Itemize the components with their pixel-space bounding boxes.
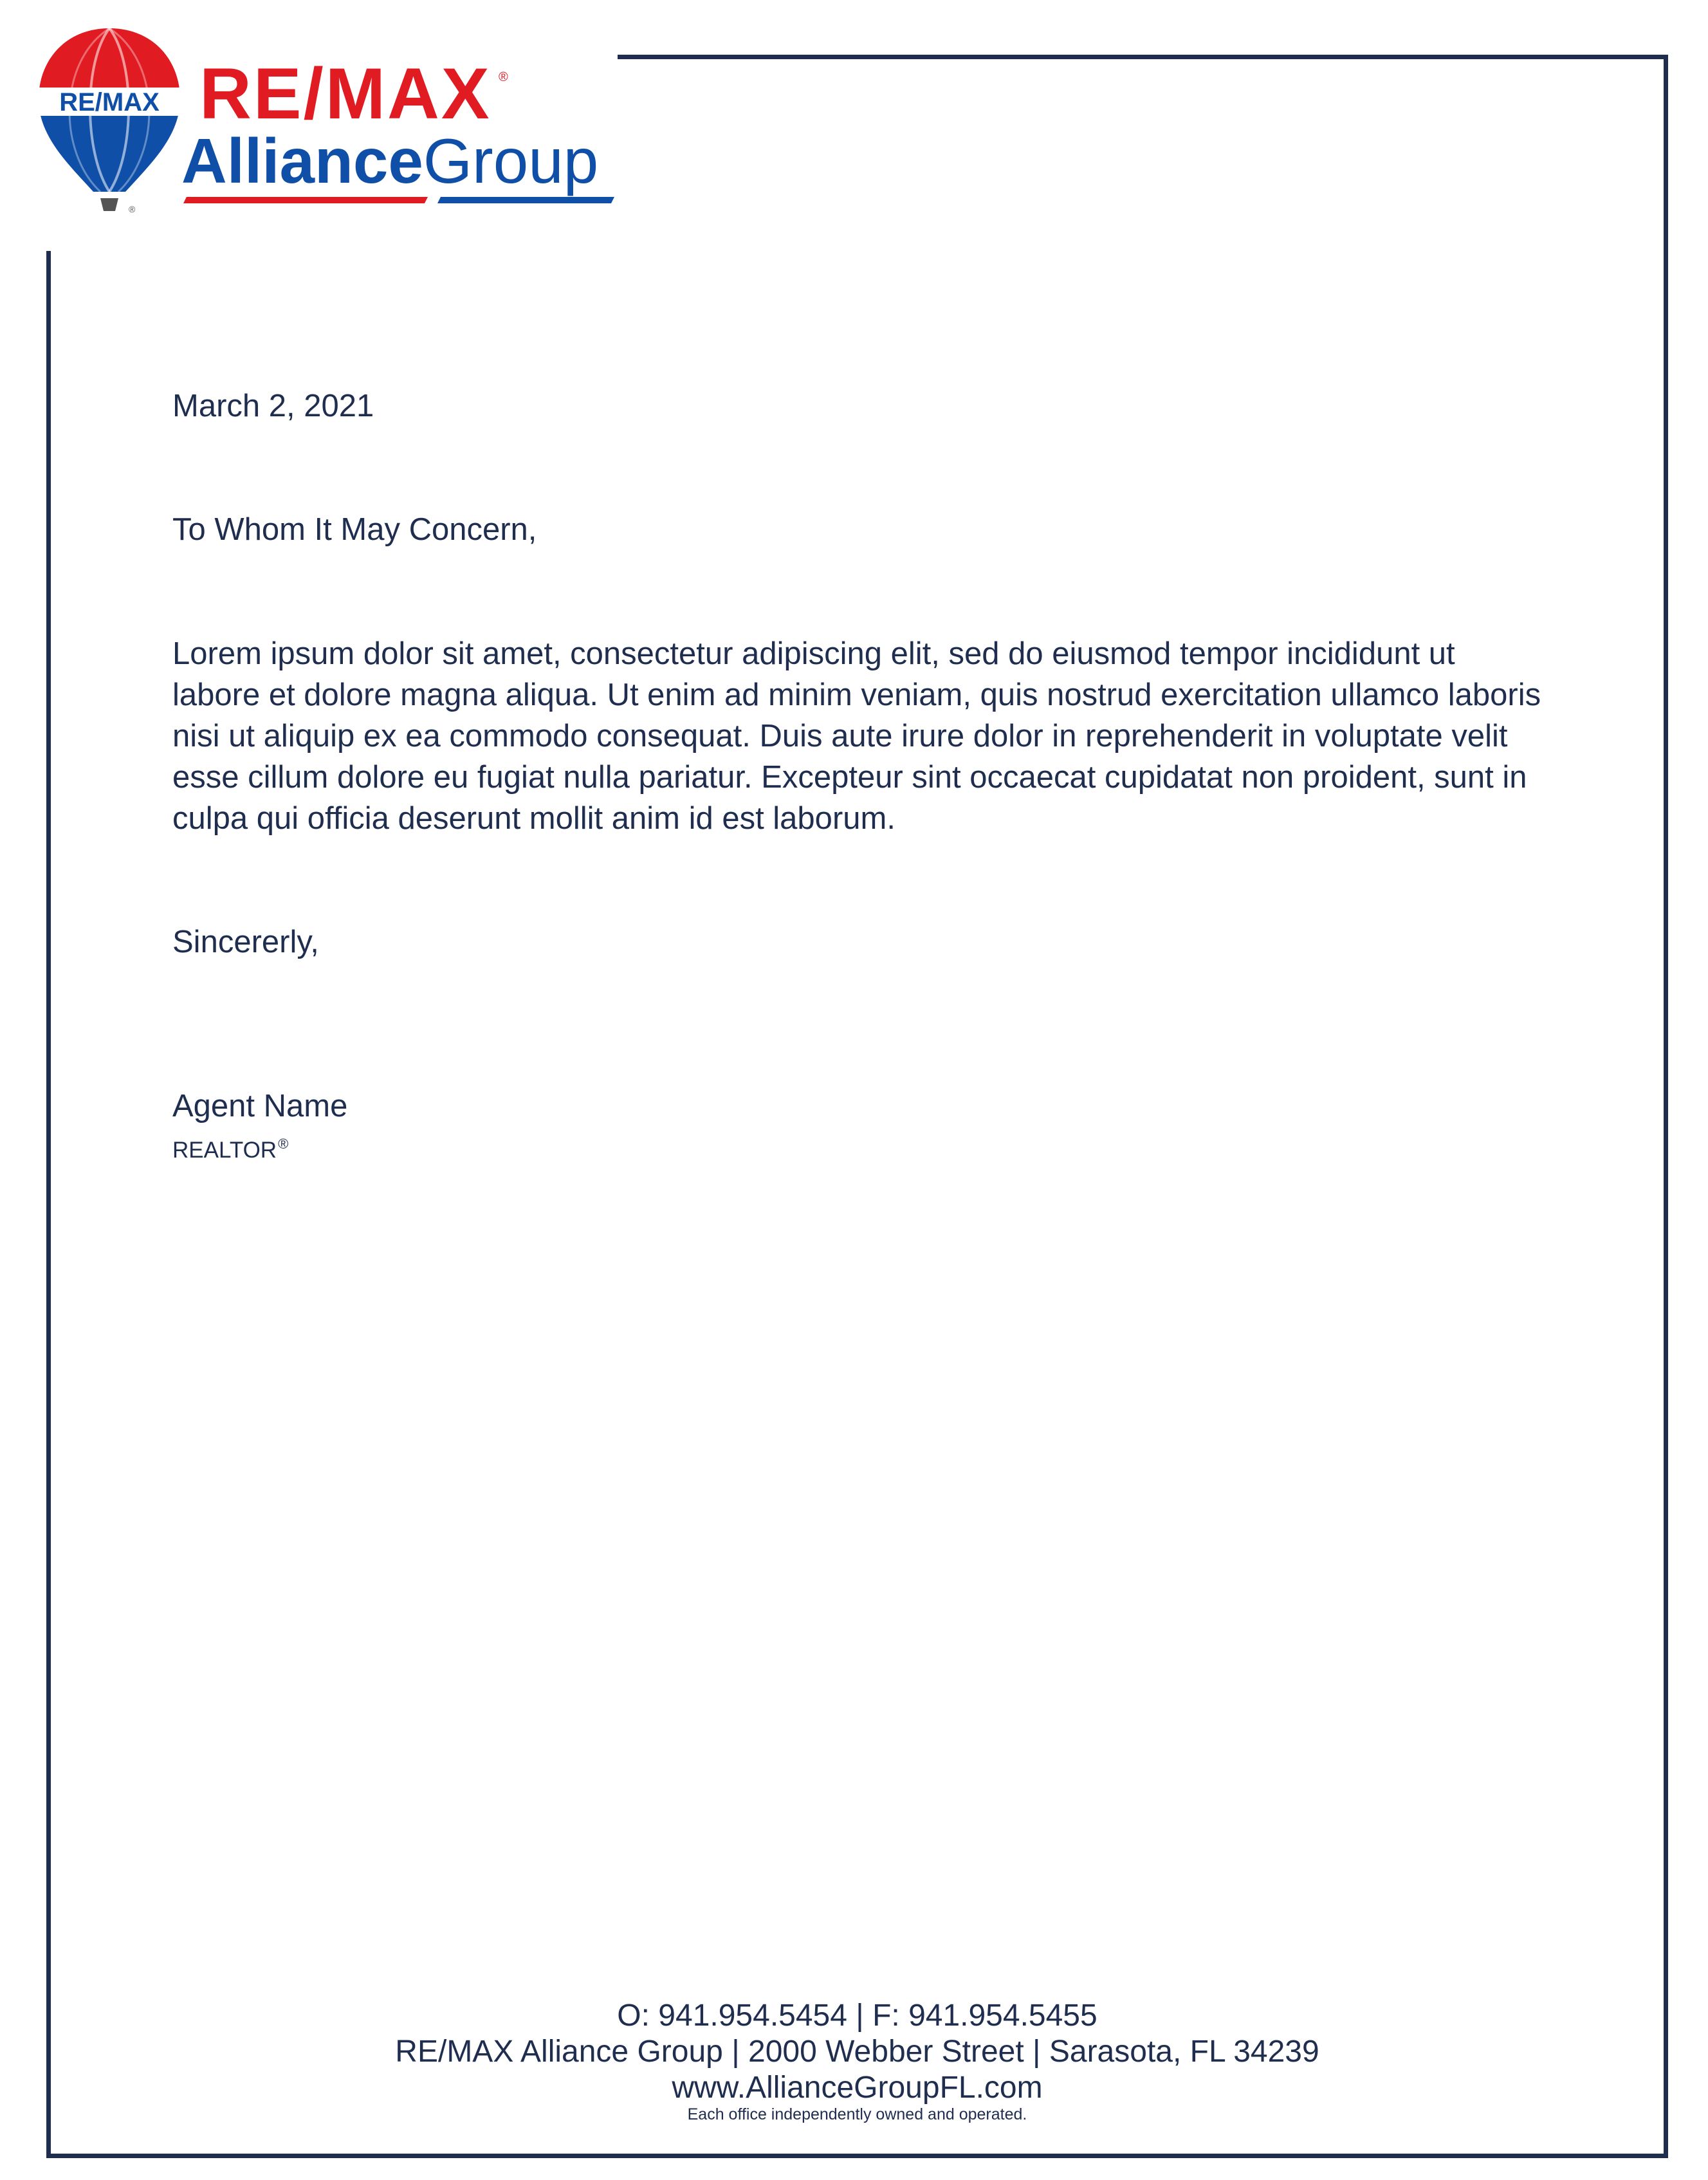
balloon-icon — [39, 23, 180, 214]
agent-title — [172, 1130, 288, 1165]
frame-top-border — [618, 55, 1668, 59]
letter-date: March 2, 2021 — [172, 389, 374, 423]
agent-name: Agent Name — [172, 1089, 348, 1123]
wordmark-registered-mark: ® — [499, 70, 508, 84]
frame-bottom-border — [46, 2154, 1668, 2158]
wordmark-alliance: Alliance — [181, 125, 423, 196]
footer-disclaimer: Each office independently owned and operated. — [687, 2105, 1027, 2123]
letter-salutation: To Whom It May Concern, — [172, 512, 537, 547]
frame-right-border — [1664, 55, 1668, 2158]
wordmark-blue-underline — [437, 197, 614, 203]
wordmark-alliance-group — [181, 125, 598, 196]
logo-graphic — [39, 23, 618, 216]
balloon-text: RE/MAX — [59, 88, 160, 116]
letter-paragraph: Lorem ipsum dolor sit amet, consectetur adipiscing elit, sed do eiusmod tempor incididunt ut labore et dolore magna aliqua. Ut enim ad minim veniam, quis nostrud exercitation ullamco laboris nisi ut aliquip ex ea commodo consequat. Duis aute irure dolor in reprehenderit in voluptate velit esse cillum dolore eu fugiat nulla pariatur. Excepteur sint occaecat cupidatat non proident, sunt in culpa qui officia deserunt mollit anim id est laborum. — [172, 636, 1541, 836]
wordmark-remax: RE/MAX — [199, 53, 491, 134]
agent-title-text: REALTOR — [172, 1138, 277, 1163]
wordmark-red-underline — [183, 197, 428, 203]
footer-website-link[interactable]: www.AllianceGroupFL.com — [672, 2071, 1043, 2105]
letter-closing: Sincererly, — [172, 925, 319, 959]
remax-alliance-logo — [39, 23, 618, 216]
footer-address-line: RE/MAX Alliance Group | 2000 Webber Street | Sarasota, FL 34239 — [395, 2035, 1319, 2069]
agent-title-registered-mark: ® — [278, 1136, 289, 1152]
frame-left-border — [46, 251, 51, 2158]
footer-phone-line: O: 941.954.5454 | F: 941.954.5455 — [617, 1999, 1097, 2033]
balloon-registered-mark: ® — [129, 204, 136, 214]
wordmark-group: Group — [423, 125, 599, 196]
